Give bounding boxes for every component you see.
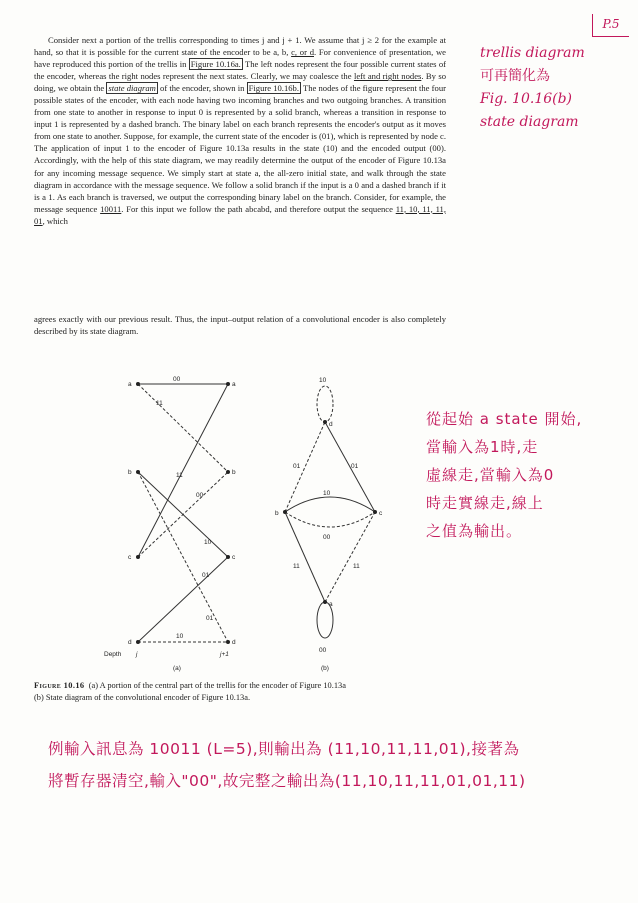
text-seg: , which xyxy=(42,215,68,226)
text-seg: . For convenience of presentation, we have reproduced this portion of the trellis in xyxy=(34,47,446,70)
branch-d-c xyxy=(138,557,228,642)
node-left-d: d xyxy=(128,639,132,646)
cn-note-line: 從起始 a state 開始, xyxy=(426,410,583,428)
node-right-a: a xyxy=(232,381,236,388)
label-b-c-lower: 00 xyxy=(323,534,331,541)
branch-c-a xyxy=(138,384,228,557)
label-b-a: 11 xyxy=(293,563,300,570)
label-d-d: 10 xyxy=(176,633,184,640)
cn-note-line: 虛線走,當輸入為0 xyxy=(426,466,555,484)
label-c-b-upper: 10 xyxy=(323,490,331,497)
node-left-c: c xyxy=(128,554,132,561)
cn-note-line: 之值為輸出。 xyxy=(426,522,523,540)
branch-a-b xyxy=(138,384,228,472)
caption-label: Figure 10.16 xyxy=(34,681,85,690)
label-b-d: 01 xyxy=(206,615,214,622)
branch-c-b-lower xyxy=(285,512,375,527)
side-note-line: trellis diagram xyxy=(480,45,585,61)
label-c-a: 11 xyxy=(176,472,183,479)
branch-b-d xyxy=(138,472,228,642)
node-c: c xyxy=(379,510,383,517)
node-left-a: a xyxy=(128,381,132,388)
text-seg-underlined: left and right nodes xyxy=(353,71,422,82)
label-d-c: 01 xyxy=(202,572,210,579)
output-sequence: 11, 10, 11, 11, 01 xyxy=(34,203,446,226)
text-seg: The left nodes represent the four possible current states of the encoder, whereas the right nodes represent the next states. Clearly, we may coalesce the xyxy=(34,59,446,82)
label-c-b: 00 xyxy=(196,492,204,499)
state-diagram-ref: state diagram xyxy=(108,83,156,94)
node-right-d: d xyxy=(232,639,236,646)
body-paragraph-1 xyxy=(34,34,446,227)
side-annotation xyxy=(480,42,630,134)
side-note-line: 可再簡化為 xyxy=(480,68,550,84)
node-a: a xyxy=(329,601,333,608)
page-tag: P.5 xyxy=(592,14,629,37)
bottom-note-line: 例輸入訊息為 10011 (L=5),則輸出為 (11,10,11,11,01),接著為 xyxy=(48,740,520,758)
panel-b-label: (b) xyxy=(321,665,329,672)
label-a-a: 00 xyxy=(173,376,181,383)
node-d: d xyxy=(329,421,333,428)
caption-text-b: (b) State diagram of the convolutional encoder of Figure 10.13a. xyxy=(34,692,251,702)
node-b: b xyxy=(275,510,279,517)
body-paragraph-2: agrees exactly with our previous result. Thus, the input–output relation of a convolutional encoder is also completely described by its state diagram. xyxy=(34,314,446,337)
loop-d-d xyxy=(317,386,333,422)
text-seg-underlined: c, or d xyxy=(291,47,314,58)
depth-label: Depth xyxy=(104,651,122,658)
label-a-a: 00 xyxy=(319,647,327,654)
branch-b-a xyxy=(285,512,325,602)
side-note-line: Fig. 10.16(b) xyxy=(480,91,573,107)
node-right-c: c xyxy=(232,554,236,561)
text-seg: . By so doing, we obtain the xyxy=(34,71,447,94)
figure-caption xyxy=(34,680,464,703)
branch-b-d xyxy=(285,422,325,512)
panel-a-label: (a) xyxy=(173,665,181,672)
side-note-line: state diagram xyxy=(480,114,579,130)
text-seg: The nodes of the figure represent the four possible states of the encoder, with each node having two incoming branches and two outgoing branches. A transition from one state to another in response to input 0 is represented by a solid branch, whereas a transition in response to input 1 is represented by a dashed branch. The binary label on each branch represents the encoder's output as it moves from one state to another. Suppose, for example, the current state of the encoder is (01), which is represented by node c. The application of input 1 to the encoder of Figure 10.13a results in the state (10) and the encoded output (00). Accordingly, with the help of this state diagram, we may readily determine the output of the encoder of Figure 10.13a for any incoming message sequence. We simply start at state a, the all-zero initial state, and walk through the state diagram in accordance with the message sequence. We follow a solid branch if the input is a 0 and a dashed branch if it is a 1. As each branch is traversed, we output the corresponding binary label on the branch. Consider, for example, the message sequence xyxy=(34,83,446,214)
branch-a-c xyxy=(325,512,375,602)
node-right-b: b xyxy=(232,469,236,476)
handwritten-note-right xyxy=(426,405,626,545)
handwritten-note-bottom xyxy=(48,733,608,797)
j-label: j xyxy=(136,651,138,658)
cn-note-line: 當輸入為1時,走 xyxy=(426,438,539,456)
label-b-d: 01 xyxy=(293,463,301,470)
node-left-b: b xyxy=(128,469,132,476)
figure-ref-b: Figure 10.16b. xyxy=(248,83,299,94)
text-seg: . For this input we follow the path abcabd, and therefore output the sequence xyxy=(121,203,396,214)
figure-state-diagram-b xyxy=(265,372,395,672)
label-a-c: 11 xyxy=(353,563,360,570)
caption-text-a: (a) A portion of the central part of the trellis for the encoder of Figure 10.13a xyxy=(88,681,346,690)
message-sequence: 10011 xyxy=(100,203,122,214)
figure-trellis-a xyxy=(104,372,270,672)
branch-c-b-upper xyxy=(285,497,375,512)
bottom-note-line: 將暫存器清空,輸入"00",故完整之輸出為(11,10,11,11,01,01,11) xyxy=(48,772,526,790)
text-seg: of the encoder, shown in xyxy=(157,83,247,94)
label-b-c: 10 xyxy=(204,539,212,546)
label-d-d: 10 xyxy=(319,377,327,384)
cn-note-line: 時走實線走,線上 xyxy=(426,494,544,512)
label-d-c: 01 xyxy=(351,463,359,470)
j1-label: j+1 xyxy=(220,651,229,658)
branch-d-c xyxy=(325,422,375,512)
label-a-b: 11 xyxy=(156,400,163,407)
figure-ref-a: Figure 10.16a. xyxy=(190,59,241,70)
text-seg: Consider next a portion of the trellis corresponding to times j and j + 1. We assume that j ≥ 2 for the example at hand, so that it is possible for the current state of the encoder to be a, b, xyxy=(34,35,446,58)
